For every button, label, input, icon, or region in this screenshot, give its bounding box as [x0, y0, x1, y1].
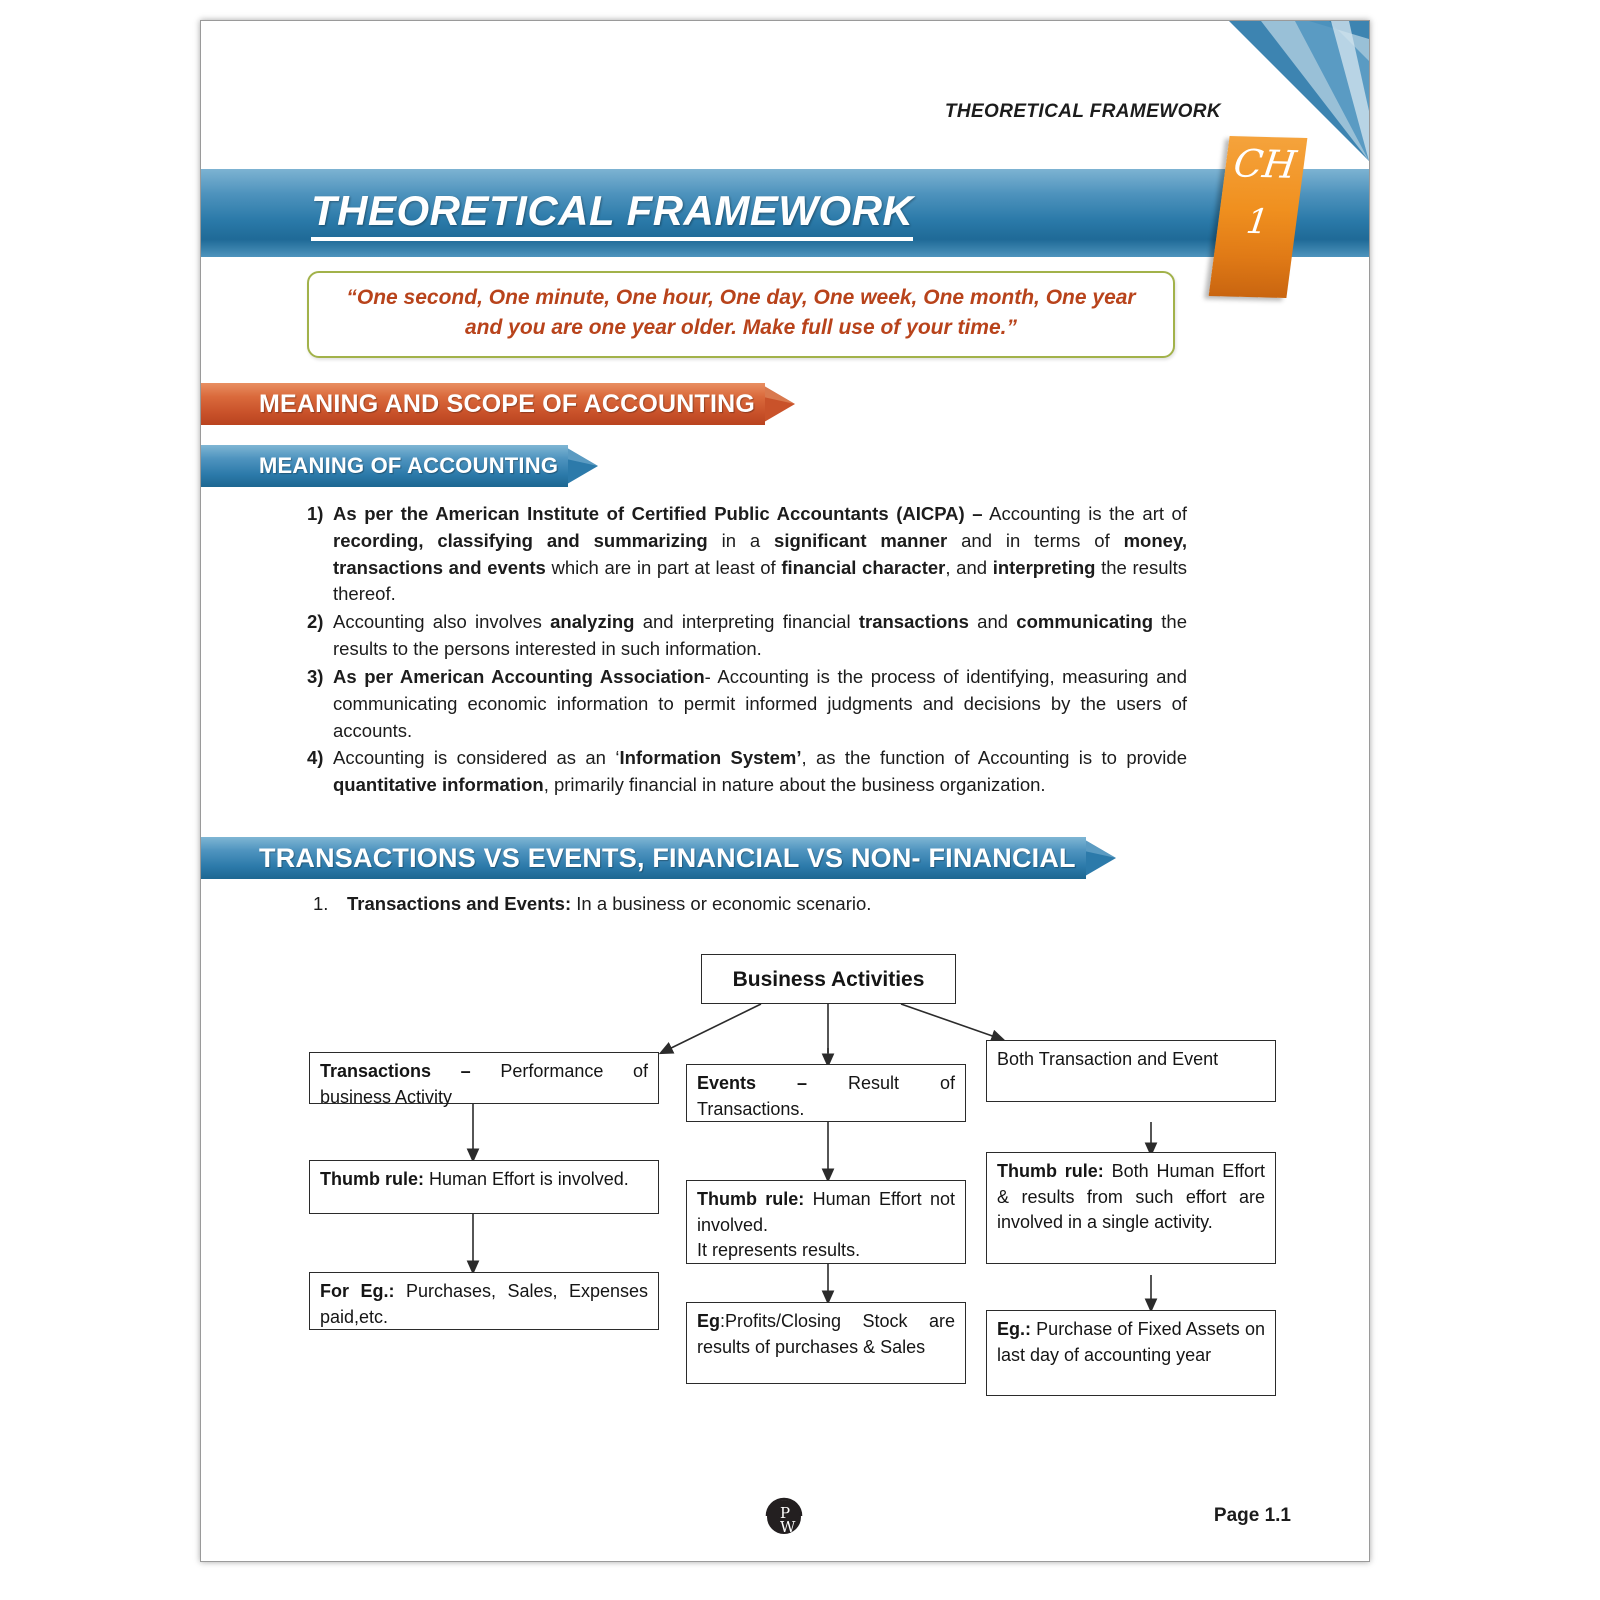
page-number: Page 1.1 [1213, 1505, 1291, 1526]
list-item-text: As per the American Institute of Certified Public Accountants (AICPA) – Accounting is the art of recording, classifying and summarizing in a significant manner and in terms of money, transactions and events which are in part at least of financial character, and interpreting the results thereof. [333, 503, 1187, 605]
chapter-badge-label: CH [1231, 141, 1299, 187]
banner-arrow-tip [765, 383, 795, 425]
section-banner-sub-body [201, 445, 568, 487]
chapter-badge-number: 1 [1243, 201, 1271, 243]
list-item [307, 745, 1187, 799]
flow-box-events-3: Eg:Profits/Closing Stock are results of purchases & Sales [686, 1302, 966, 1384]
quote-line-1: “One second, One minute, One hour, One day, One week, One month, One year [346, 286, 1136, 309]
list-item-number: 1) [307, 503, 324, 524]
banner-arrow-tip-transactions [1086, 837, 1116, 879]
flow-box-transactions-2: Thumb rule: Human Effort is involved. [309, 1160, 659, 1214]
running-head: THEORETICAL FRAMEWORK [944, 101, 1221, 122]
list-item [307, 664, 1187, 744]
document-page [200, 20, 1370, 1562]
flow-root-box: Business Activities [701, 954, 956, 1004]
section-banner-transactions-body [201, 837, 1086, 879]
flow-box-both-3: Eg.: Purchase of Fixed Assets on last day of accounting year [986, 1310, 1276, 1396]
svg-text:P: P [780, 1504, 791, 1522]
meaning-of-accounting-list [307, 501, 1187, 800]
section-banner-transactions [201, 837, 1116, 879]
flow-box-events-1: Events – Result of Transactions. [686, 1064, 966, 1122]
list-item-text: Accounting is considered as an ‘Information System’, as the function of Accounting is to provide quantitative information, primarily financial in nature about the business organization. [333, 747, 1187, 796]
list-item [307, 501, 1187, 608]
section-banner-main-label: MEANING AND SCOPE OF ACCOUNTING [259, 389, 756, 418]
section-banner-sub-label: MEANING OF ACCOUNTING [259, 453, 559, 478]
section-banner-main [201, 383, 795, 425]
page-footer [201, 1493, 1369, 1539]
section-banner-transactions-label: TRANSACTIONS VS EVENTS, FINANCIAL VS NON- FINANCIAL [259, 842, 1076, 873]
list-item-number: 3) [307, 665, 324, 687]
section-banner-main-body [201, 383, 765, 425]
list-item [307, 609, 1187, 663]
section-banner-sub [201, 445, 598, 487]
flow-box-transactions-1: Transactions – Performance of business Activity [309, 1052, 659, 1104]
quote-box [307, 271, 1175, 358]
page-title: THEORETICAL FRAMEWORK [311, 187, 913, 241]
flow-box-transactions-3: For Eg.: Purchases, Sales, Expenses paid,etc. [309, 1272, 659, 1330]
list-item-number: 4) [307, 747, 324, 769]
transactions-events-item [313, 893, 1193, 915]
list-item-text: Accounting also involves analyzing and interpreting financial transactions and communicating the results to the persons interested in such information. [333, 611, 1188, 660]
business-activities-flowchart [201, 926, 1369, 1456]
flow-box-events-2: Thumb rule: Human Effort not involved. It represents results. [686, 1180, 966, 1264]
pw-logo [761, 1493, 807, 1539]
svg-text:W: W [780, 1518, 796, 1536]
transactions-events-item-number: 1. [313, 893, 329, 914]
flow-box-both-2: Thumb rule: Both Human Effort & results from such effort are involved in a single activity. [986, 1152, 1276, 1264]
flow-box-both-1: Both Transaction and Event [986, 1040, 1276, 1102]
list-item-text: As per American Accounting Association- Accounting is the process of identifying, measuring and communicating economic information to permit informed judgments and decisions by the users of accounts. [333, 665, 1188, 741]
chapter-title-band [201, 169, 1369, 257]
transactions-events-item-text: Transactions and Events: In a business or economic scenario. [347, 893, 872, 914]
quote-line-2: and you are one year older. Make full use of your time.” [465, 316, 1017, 340]
list-item-number: 2) [307, 611, 324, 633]
banner-arrow-tip-sub [568, 445, 598, 487]
